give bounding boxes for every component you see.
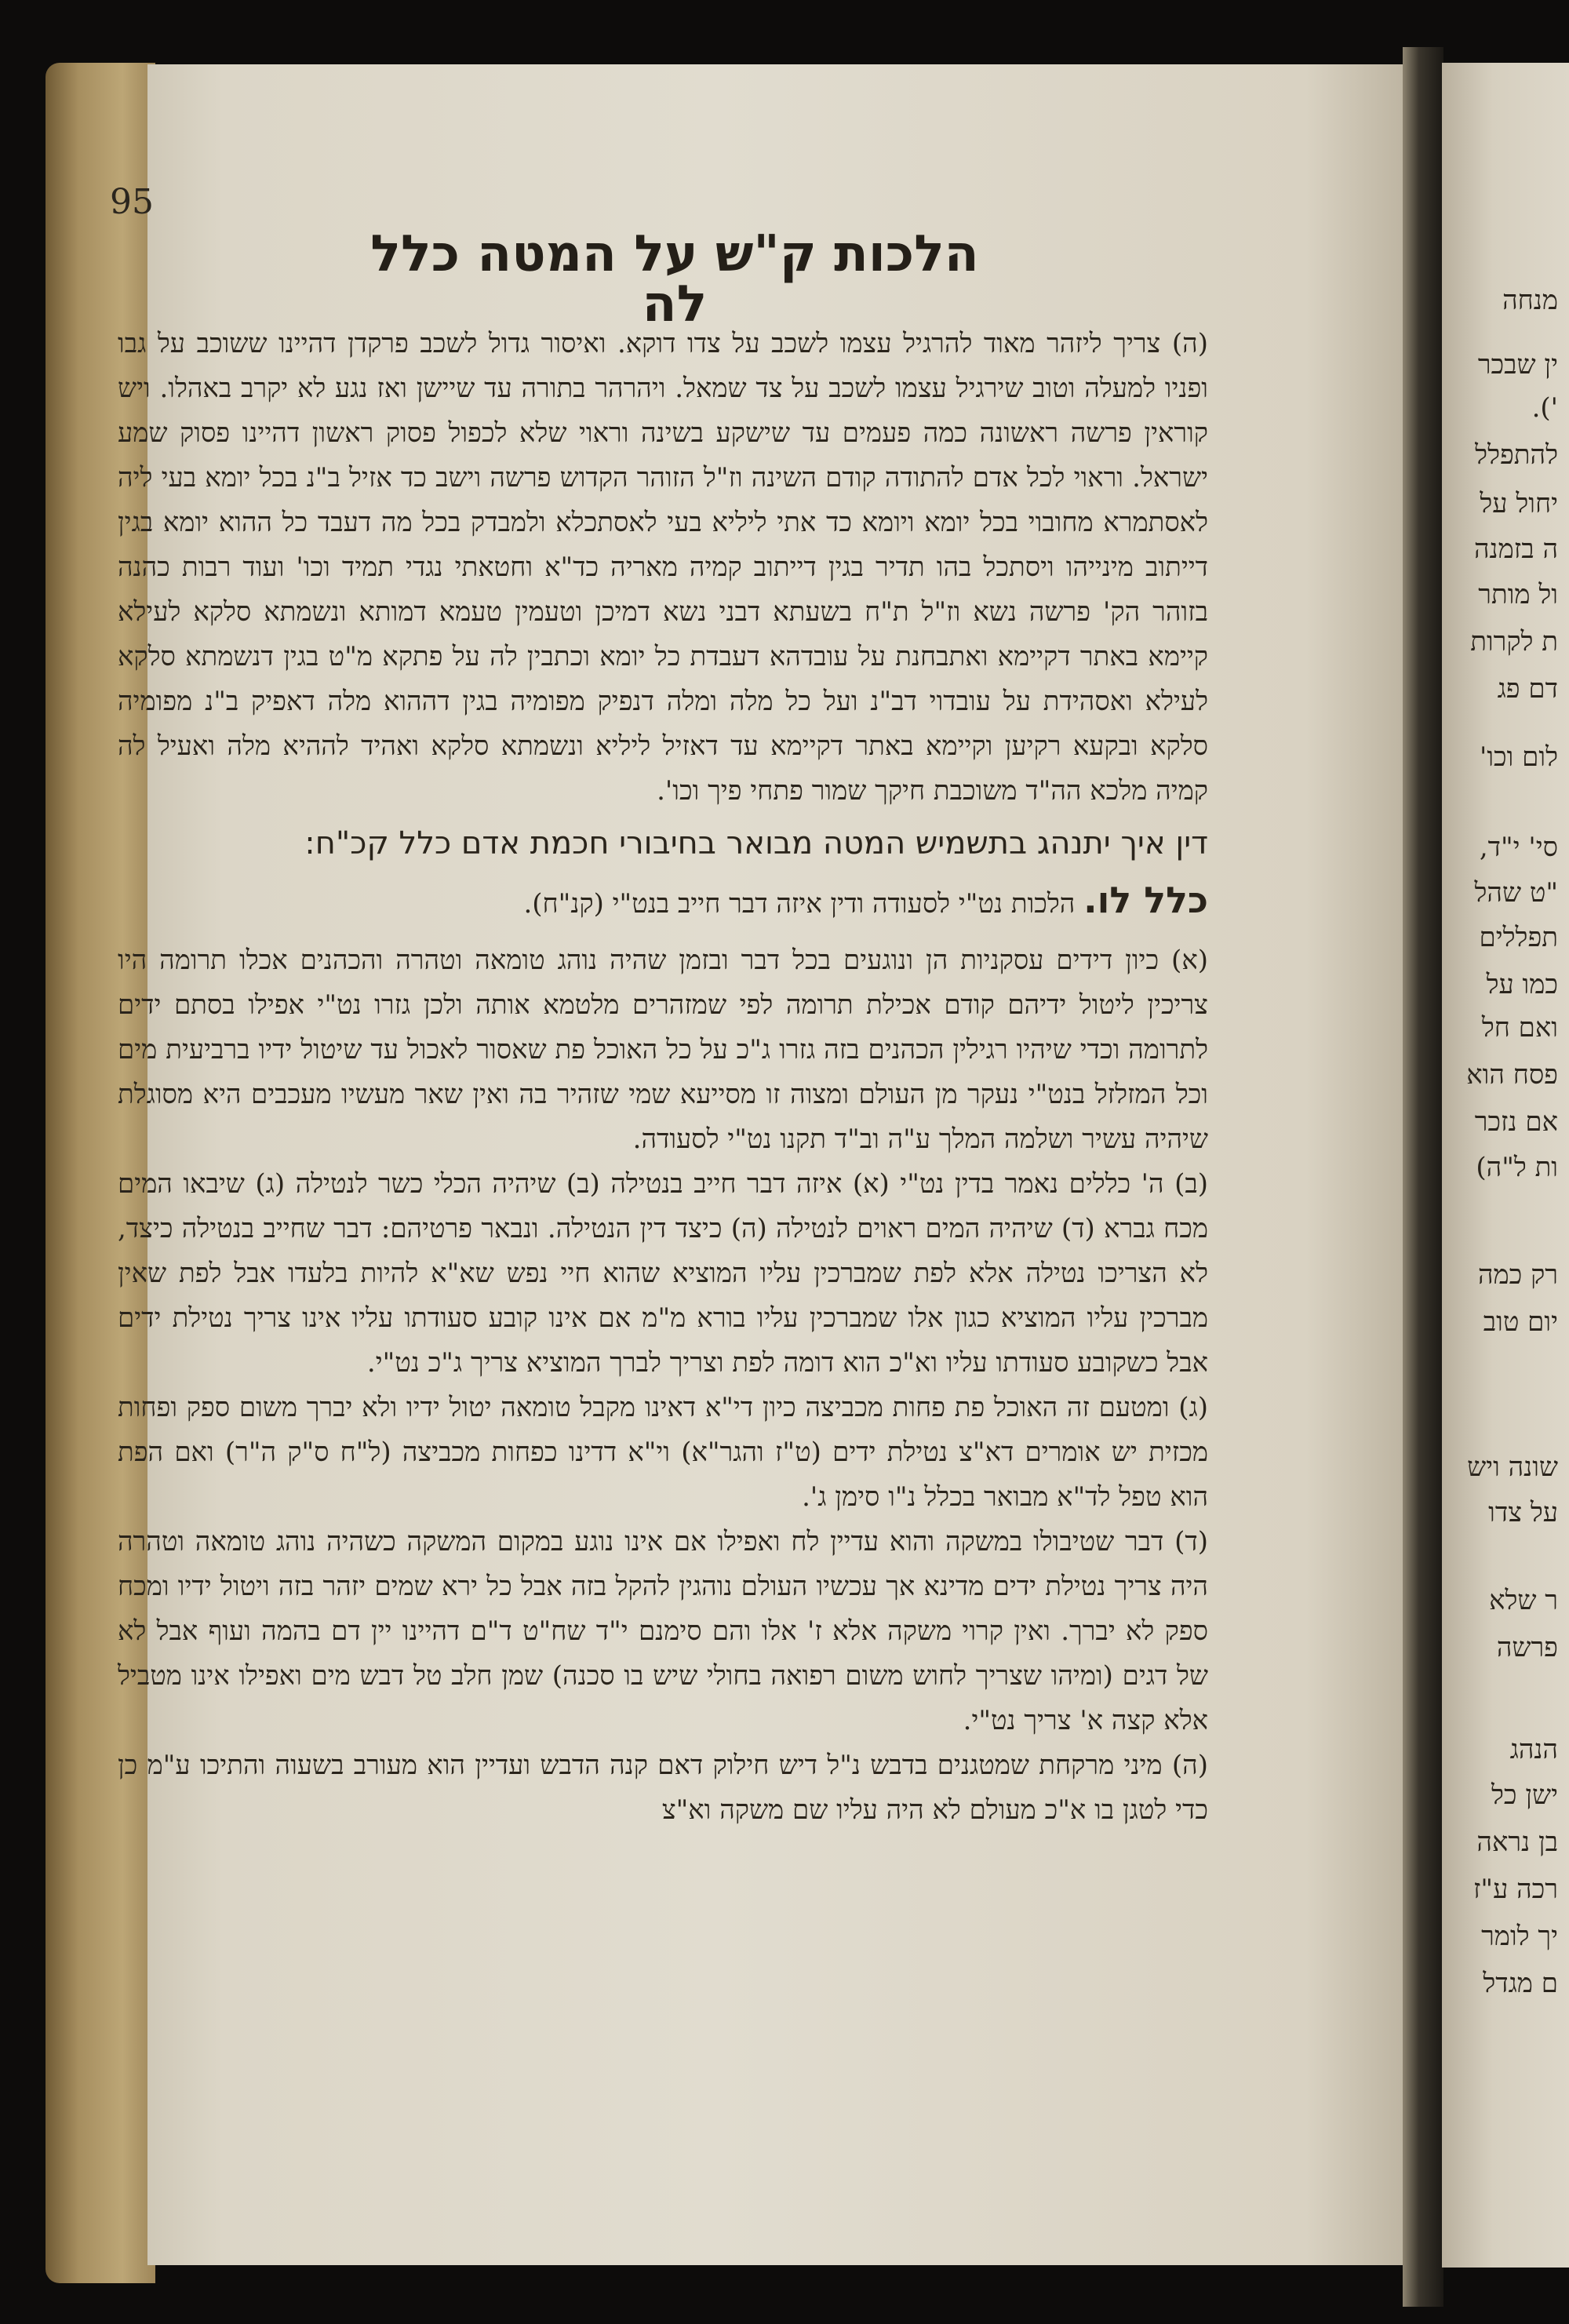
facing-page-line: "ט שהל (1474, 877, 1558, 909)
paragraph-2: (א) כיון דידים עסקניות הן ונוגעים בכל דבר ובזמן שהיה נוהג טומאה וטהרה והכהנים אכלו תרומה היו צריכין ליטול ידיהם קודם אכילת תרומה לפי שמזהרים מלטמא אותה ולכן גזרו נט"י אפילו בסתם ידים לתרומה וכדי שיהיו רגילין הכהנים בזה גזרו ג"כ על כל האוכל פת שאסור לאכול עד שיטול ידיו ברביעית מים וכל המזלזל בנט"י נעקר מן העולם ומצוה זו מסייעא שמי שזהיר בה ואין שאר מעשיו מעכבים היא מסוגלת שיהיה עשיר ושלמה המלך ע"ה וב"ד תקנו נט"י לסעודה. (118, 945, 1208, 1155)
page-number: 95 (110, 182, 154, 222)
facing-page-line: פרשה (1496, 1632, 1558, 1663)
facing-page-line: כמו על (1486, 969, 1558, 1000)
facing-page-line: דם פג (1497, 673, 1558, 705)
facing-page-line: בן נראה (1476, 1827, 1558, 1858)
facing-page-line: רק כמה (1477, 1259, 1558, 1291)
facing-page-line: הנהג (1509, 1734, 1558, 1765)
book-gutter (1403, 47, 1443, 2307)
facing-page-line: תפללים (1479, 922, 1558, 953)
facing-page-line: על צדו (1488, 1497, 1558, 1528)
paragraph-3: (ב) ה' כללים נאמר בדין נט"י (א) איזה דבר חייב בנטילה (ב) שיהיה הכלי כשר לנטילה (ג) שיבאו המים מכח גברא (ד) שיהיה המים ראוים לנטילה (ה) כיצד דין הנטילה. ונבאר פרטיהם: דבר שחייב בנטילה כיצד, לא הצריכו נטילה אלא לפת שמברכין עליו המוציא שהוא חיי נפש שא"א להיות בלעדו אבל לפת שאין מברכין עליו המוציא כגון אלו שמברכין עליו בורא מ"מ אם אינו קובע סעודתו עליו אינו צריך נטילת ידים אבל כשקובע סעודתו עליו וא"כ הוא דומה לפת וצריך לברך המוציא צריך ג"כ נט"י. (118, 1168, 1208, 1379)
facing-page-line: ה בזמנה (1474, 534, 1558, 565)
facing-page (1442, 63, 1569, 2268)
page-text (118, 322, 1208, 1833)
facing-page-line: אם נזכר (1474, 1106, 1558, 1138)
facing-page-line: ות ל"ה) (1476, 1152, 1558, 1183)
facing-page-line: ואם חל (1481, 1012, 1558, 1044)
facing-page-line: פסח הוא (1466, 1059, 1558, 1091)
facing-page-line: '). (1531, 392, 1558, 424)
paragraph-1: (ה) צריך ליזהר מאוד להרגיל עצמו לשכב על צדו דוקא. ואיסור גדול לשכב פרקדן דהיינו ששוכב על גבו ופניו למעלה וטוב שירגיל עצמו לשכב על צד שמאל. ויהרהר בתורה עד שיישן ואז נגע לא יקרב באהלו. ויש קוראין פרשה ראשונה כמה פעמים עד שישקע בשינה וראוי שלא לכפול פסוק ראשון דהיינו פסוק שמע ישראל. וראוי לכל אדם להתודה קודם השינה וז"ל הזוהר הקדוש פרשה וישב כד אזיל ב"נ בכל יומא בעי ליה לאסתמרא מחובוי בכל יומא ויומא כד אתי ליליא בעי לאסתכלא ולמבדק בכל מה דעבד כל ההוא יומא בגין דייתוב מינייהו ויסתכל בהו תדיר בגין דייתוב קמיה מאריה כד"א וחטאתי נגדי תמיד וכו' ועוד רבות כהנה בזוהר הק' פרשה נשא וז"ל ת"ח בשעתא דבני נשא דמיכן וטעמין טעמא דמותא ונשמתא סלקא לעילא קיימא באתר דקיימא ואתבחנת על עובדהא דעבדת כל יומא וכתבין לה על פתקא מ"ט בגין דנשמתא סלקא לעילא ואסהידת על עובדוי דב"נ ועל כל מלה ומלה דנפיק מפומיה בגין דההוא מלה דאפיק ב"נ מפומיה סלקא ובקעא רקיען וקיימא באתר דקיימא עד דאזיל ליליא ונשמתא סלקא ואהיד לההיא מלה ואעיל לה קמיה מלכא הה"ד משוכבת חיקך שמור פתחי פיך וכו'. (118, 328, 1208, 807)
chapter-title: הלכות נט"י לסעודה ודין איזה דבר חייב בנט"י (קנ"ח). (523, 888, 1076, 920)
facing-page-line: ת לקרות (1470, 626, 1558, 657)
chapter-heading (118, 876, 1208, 927)
facing-page-line: להתפלל (1475, 439, 1558, 471)
facing-page-line: לום וכו' (1480, 741, 1558, 773)
facing-page-line: יך לומר (1481, 1921, 1558, 1952)
chapter-label: כלל לו. (1083, 879, 1208, 921)
facing-page-line: ול מותר (1478, 579, 1558, 610)
paragraph-4: (ג) ומטעם זה האוכל פת פחות מכביצה כיון די"א דאינו מקבל טומאה יטול ידיו ולא יברך משום ספק ופחות מכזית יש אומרים דא"צ נטילת ידים (ט"ז והגר"א) וי"א דדינו כפחות מכביצה (ל"ח ס"ק ה"ר) ואם הפת הוא טפל לד"א מבואר בכלל נ"ו סימן ג'. (118, 1392, 1208, 1513)
facing-page-line: רכה ע"ז (1473, 1874, 1558, 1905)
facing-page-line: יחול על (1480, 488, 1558, 519)
subheading: דין איך יתנהג בתשמיש המטה מבואר בחיבורי חכמת אדם כלל קכ"ח: (304, 825, 1208, 861)
paragraph-5: (ד) דבר שטיבולו במשקה והוא עדיין לח ואפילו אם אינו נוגע במקום המשקה כשהיה נוהג טומאה וטהרה היה צריך נטילת ידים מדינא אך עכשיו העולם נוהגין להקל בזה אבל כל ירא שמים יזהר בזה ויטול ידיו ומכח ספק לא יברך. ואין קרוי משקה אלא ז' אלו והם סימנם י"ד שח"ט ד"ם דהיינו יין דם בהמה ועוף אבל לא של דגים (ומיהו שצריך לחוש משום רפואה בחולי שיש בו סכנה) שמן חלב טל דבש מים ואפילו אינו מטביל אלא קצה א' צריך נט"י. (118, 1526, 1208, 1736)
facing-page-line: מנחה (1502, 285, 1558, 316)
facing-page-line: סי' י"ד, (1479, 832, 1558, 863)
running-head: הלכות ק"ש על המטה כלל לה (370, 225, 979, 333)
facing-page-line: ישן כל (1491, 1779, 1558, 1811)
facing-page-line: יום טוב (1483, 1306, 1558, 1338)
facing-page-line: ר שלא (1489, 1585, 1558, 1616)
facing-page-line: ם מגדל (1483, 1968, 1558, 1999)
paragraph-6: (ה) מיני מרקחת שמטגנים בדבש נ"ל דיש חילוק דאם קנה הדבש ועדיין הוא מעורב בשעוה והתיכו ע"מ כן כדי לטגן בו א"כ מעולם לא היה עליו שם משקה וא"צ (118, 1750, 1208, 1826)
facing-page-line: שונה ויש (1467, 1452, 1558, 1483)
facing-page-line: ין שבכר (1477, 349, 1558, 381)
